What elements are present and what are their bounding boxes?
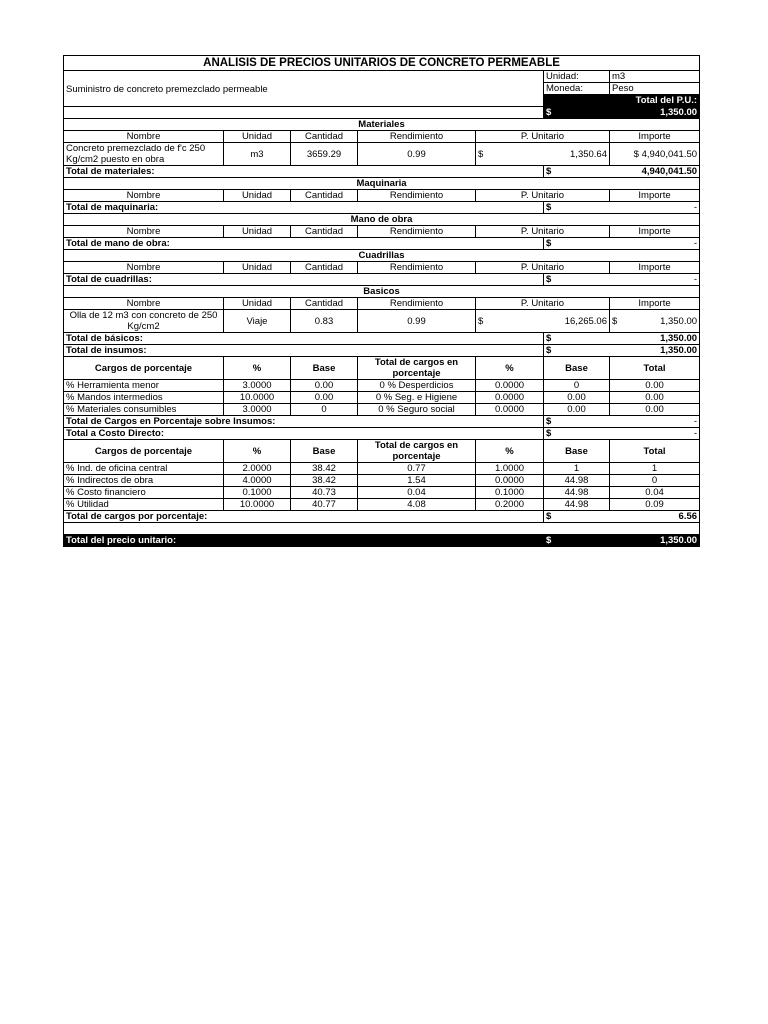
section-maquinaria: Maquinaria <box>64 178 700 190</box>
table-row: % Indirectos de obra 4.0000 38.42 1.54 0.0000 44.98 0 <box>64 475 700 487</box>
moneda-label: Moneda: <box>544 83 610 95</box>
total-pu-value: $ 1,350.00 <box>544 107 700 119</box>
column-header-row: Nombre Unidad Cantidad Rendimiento P. Unitario Importe <box>64 190 700 202</box>
total-precio-unitario-row: Total del precio unitario: $ 1,350.00 <box>64 535 700 547</box>
column-header-row: Nombre Unidad Cantidad Rendimiento P. Unitario Importe <box>64 226 700 238</box>
total-materiales-row: Total de materiales: $ 4,940,041.50 <box>64 166 700 178</box>
table-row: % Ind. de oficina central 2.0000 38.42 0.77 1.0000 1 1 <box>64 463 700 475</box>
column-header-row: Nombre Unidad Cantidad Rendimiento P. Unitario Importe <box>64 131 700 143</box>
table-row: % Costo financiero 0.1000 40.73 0.04 0.1000 44.98 0.04 <box>64 487 700 499</box>
section-mano-obra: Mano de obra <box>64 214 700 226</box>
column-header-row: Nombre Unidad Cantidad Rendimiento P. Unitario Importe <box>64 262 700 274</box>
page-title: ANALISIS DE PRECIOS UNITARIOS DE CONCRETO PERMEABLE <box>64 56 700 71</box>
total-cuadrillas-row: Total de cuadrillas: $ - <box>64 274 700 286</box>
total-maquinaria-row: Total de maquinaria: $ - <box>64 202 700 214</box>
unidad-label: Unidad: <box>544 71 610 83</box>
section-basicos: Basicos <box>64 286 700 298</box>
total-mano-obra-row: Total de mano de obra: $ - <box>64 238 700 250</box>
total-pu-label: Total del P.U.: <box>544 95 700 107</box>
table-row: % Utilidad 10.0000 40.77 4.08 0.2000 44.98 0.09 <box>64 499 700 511</box>
total-insumos-row: Total de insumos: $ 1,350.00 <box>64 345 700 357</box>
total-costo-directo-row: Total a Costo Directo: $ - <box>64 428 700 440</box>
total-cargos-porcentaje-row: Total de cargos por porcentaje: $ 6.56 <box>64 511 700 523</box>
unidad-value: m3 <box>610 71 700 83</box>
total-cargos-insumos-row: Total de Cargos en Porcentaje sobre Insumos: $ - <box>64 416 700 428</box>
cargos-header-row: Cargos de porcentaje % Base Total de cargos en porcentaje % Base Total <box>64 440 700 463</box>
description: Suministro de concreto premezclado permeable <box>64 71 544 95</box>
moneda-value: Peso <box>610 83 700 95</box>
table-row: Olla de 12 m3 con concreto de 250 Kg/cm2 Viaje 0.83 0.99 $ 16,265.06 $ 1,350.00 <box>64 310 700 333</box>
spacer-row <box>64 523 700 535</box>
cargos-header-row: Cargos de porcentaje % Base Total de cargos en porcentaje % Base Total <box>64 357 700 380</box>
column-header-row: Nombre Unidad Cantidad Rendimiento P. Unitario Importe <box>64 298 700 310</box>
header-blank-2 <box>64 107 544 119</box>
section-cuadrillas: Cuadrillas <box>64 250 700 262</box>
total-basicos-row: Total de básicos: $ 1,350.00 <box>64 333 700 345</box>
table-row: % Mandos intermedios 10.0000 0.00 0 % Seg. e Higiene 0.0000 0.00 0.00 <box>64 392 700 404</box>
header-blank <box>64 95 544 107</box>
table-row: Concreto premezclado de f'c 250 Kg/cm2 puesto en obra m3 3659.29 0.99 $ 1,350.64 $ 4,940,041.50 <box>64 143 700 166</box>
table-row: % Materiales consumibles 3.0000 0 0 % Seguro social 0.0000 0.00 0.00 <box>64 404 700 416</box>
price-analysis-table <box>63 55 700 547</box>
section-materiales: Materiales <box>64 119 700 131</box>
table-row: % Herramienta menor 3.0000 0.00 0 % Desperdicios 0.0000 0 0.00 <box>64 380 700 392</box>
